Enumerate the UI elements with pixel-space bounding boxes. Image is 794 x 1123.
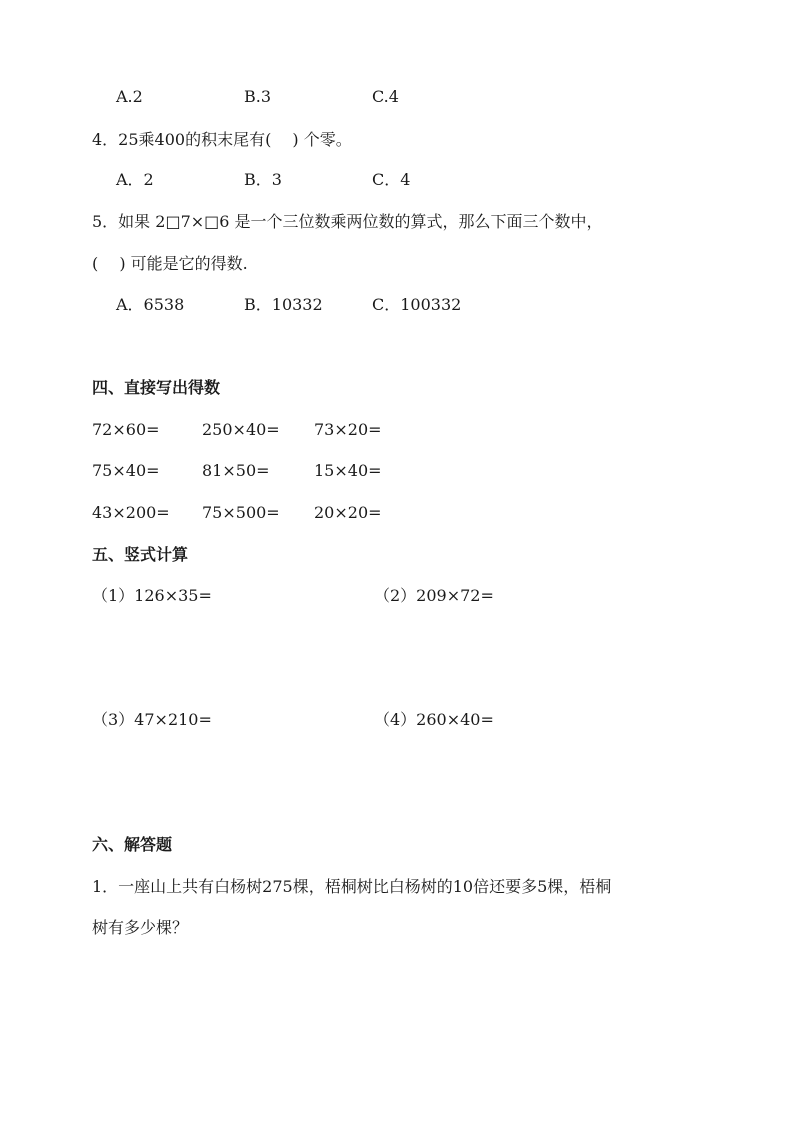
section4-title: 四、直接写出得数 bbox=[92, 378, 221, 397]
vertical-calc-3: （3）47×210= bbox=[92, 710, 212, 729]
section6-title: 六、解答题 bbox=[92, 835, 173, 854]
q3-option-a: A.2 bbox=[116, 87, 143, 106]
calc-item: 75×40= bbox=[92, 461, 160, 480]
word-problem-1-line2: 树有多少棵？ bbox=[92, 918, 189, 937]
q5-option-c: C．100332 bbox=[372, 295, 462, 314]
q3-option-b: B.3 bbox=[244, 87, 272, 106]
word-problem-1-line1: 1．一座山上共有白杨树275棵，梧桐树比白杨树的10倍还要多5棵，梧桐 bbox=[92, 877, 612, 896]
section5-title: 五、竖式计算 bbox=[92, 545, 189, 564]
calc-item: 250×40= bbox=[202, 420, 280, 439]
q4-option-a: A．2 bbox=[116, 170, 154, 189]
calc-item: 15×40= bbox=[314, 461, 382, 480]
q5-option-a: A．6538 bbox=[116, 295, 185, 314]
calc-item: 72×60= bbox=[92, 420, 160, 439]
calc-item: 73×20= bbox=[314, 420, 382, 439]
calc-item: 20×20= bbox=[314, 503, 382, 522]
q5-stem-line2: ( ) 可能是它的得数. bbox=[92, 254, 248, 273]
q4-option-c: C．4 bbox=[372, 170, 411, 189]
vertical-calc-1: （1）126×35= bbox=[92, 586, 212, 605]
calc-item: 75×500= bbox=[202, 503, 280, 522]
q3-option-c: C.4 bbox=[372, 87, 399, 106]
q4-option-b: B．3 bbox=[244, 170, 282, 189]
q4-stem: 4．25乘400的积末尾有( ) 个零。 bbox=[92, 130, 352, 149]
calc-item: 43×200= bbox=[92, 503, 170, 522]
calc-item: 81×50= bbox=[202, 461, 270, 480]
vertical-calc-2: （2）209×72= bbox=[374, 586, 494, 605]
q5-stem-line1: 5．如果 2□7×□6 是一个三位数乘两位数的算式，那么下面三个数中， bbox=[92, 212, 603, 231]
q5-option-b: B．10332 bbox=[244, 295, 323, 314]
vertical-calc-4: （4）260×40= bbox=[374, 710, 494, 729]
